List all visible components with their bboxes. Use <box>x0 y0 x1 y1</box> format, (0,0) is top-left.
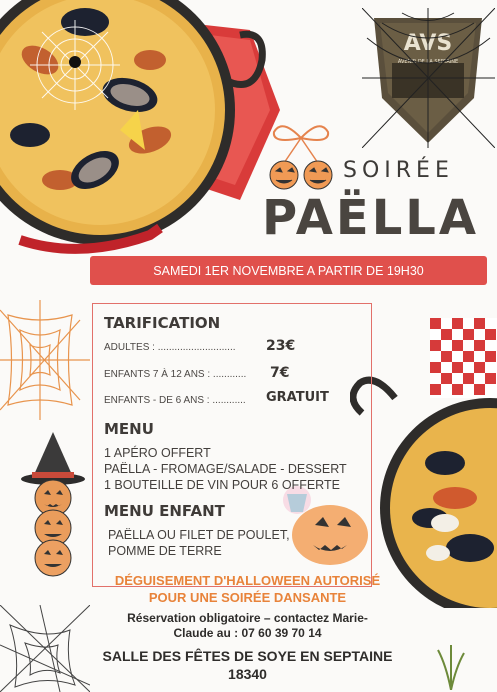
event-title: PAËLLA <box>262 190 480 246</box>
reservation-line-2: Claude au : 07 60 39 70 14 <box>173 626 322 640</box>
halloween-line-2: POUR UNE SOIRÉE DANSANTE <box>148 590 347 605</box>
petits-label: ENFANTS - DE 6 ANS : ............ <box>104 395 246 406</box>
logo-text: AVENIR DE LA SEPTAINE <box>397 59 459 65</box>
menu-enfant-line-2: POMME DE TERRE <box>108 544 222 558</box>
pumpkin-bow-icon <box>262 118 340 193</box>
adultes-price: 23€ <box>266 338 296 354</box>
petits-price: GRATUIT <box>266 390 329 405</box>
adultes-label: ADULTES : ............................ <box>104 342 236 353</box>
venue-name: SALLE DES FÊTES DE SOYE EN SEPTAINE <box>102 648 393 664</box>
menu-title: MENU <box>104 420 154 438</box>
club-logo <box>362 8 495 148</box>
svg-text:AVS: AVS <box>403 31 453 56</box>
witch-pumpkins-icon <box>18 432 88 582</box>
menu-line-1: 1 APÉRO OFFERT <box>104 446 211 460</box>
spiderweb-icon <box>0 300 90 420</box>
menu-enfant-title: MENU ENFANT <box>104 502 225 520</box>
event-subtitle: SOIRÉE <box>343 158 454 183</box>
enfants-price: 7€ <box>270 365 290 381</box>
menu-line-2: PAËLLA - FROMAGE/SALADE - DESSERT <box>104 462 347 476</box>
halloween-line-1: DÉGUISEMENT D'HALLOWEEN AUTORISÉ <box>114 573 381 588</box>
paella-pan-illustration <box>0 0 285 265</box>
enfants-label: ENFANTS 7 À 12 ANS : ............ <box>104 369 247 380</box>
date-banner: SAMEDI 1ER NOVEMBRE A PARTIR DE 19H30 <box>90 256 487 285</box>
tarification-title: TARIFICATION <box>104 314 221 332</box>
menu-enfant-line-1: PAËLLA OU FILET DE POULET, <box>108 528 290 542</box>
reservation-line-1: Réservation obligatoire – contactez Marie- <box>127 611 368 625</box>
venue-postcode: 18340 <box>228 666 267 682</box>
menu-line-3: 1 BOUTEILLE DE VIN POUR 6 OFFERTE <box>104 478 340 492</box>
